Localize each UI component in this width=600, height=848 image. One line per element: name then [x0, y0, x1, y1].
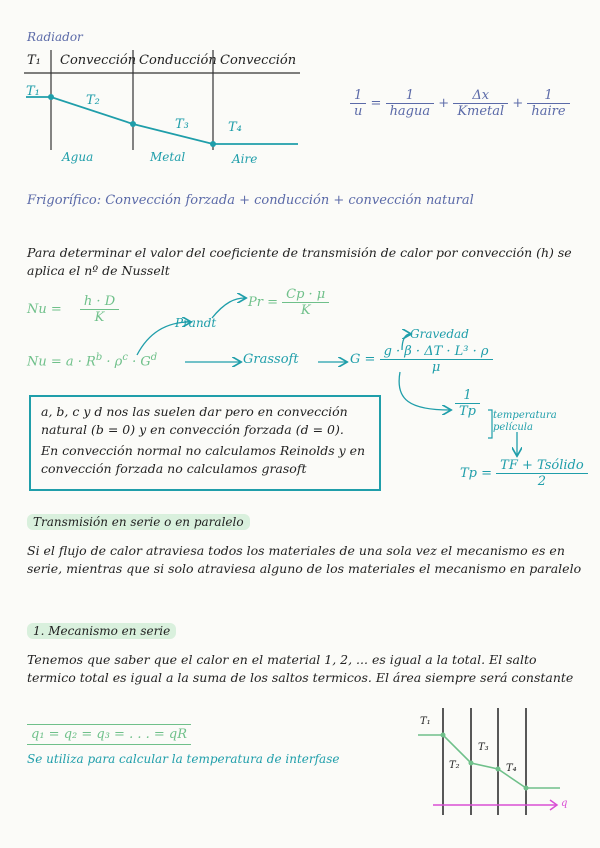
series-heading: Transmisión en serie o en paralelo	[27, 515, 250, 529]
series-paragraph: Si el flujo de calor atraviesa todos los materiales de una sola vez el mecanismo es en serie, mientras que si solo atraviesa alguno de los materiales el mecanismo en paralelo	[27, 543, 582, 576]
nusselt-general-formula: $Nu = a \cdot R^b \cdot \rho^c \cdot G^d$	[27, 352, 158, 370]
grashoft-label: Grassoft	[243, 352, 299, 367]
nusselt-intro: Para determinar el valor del coeficiente de transmisión de calor por convección (h) se aplica el nº de Nusselt	[27, 245, 572, 278]
gravedad-label: Gravedad	[410, 327, 469, 341]
label-t1: T₁	[26, 84, 40, 99]
header-t1: T₁	[27, 53, 41, 68]
label-t2: T₂	[86, 93, 100, 108]
note-line-1: a, b, c y d nos las suelen dar pero en convección natural (b = 0) y en convección forzada (d = 0).	[41, 404, 348, 437]
col-conveccion-1: Convección	[60, 53, 137, 68]
temperatura-pelicula-label: temperatura película	[493, 410, 557, 433]
material-metal: Metal	[150, 150, 186, 164]
series-paragraph-2: Tenemos que saber que el calor en el material 1, 2, ... es igual a la total. El salto termico total es igual a la suma de los saltos termicos. El área siempre será constante	[27, 652, 574, 685]
beta-formula: $\frac{1}{Tp}$	[455, 388, 480, 419]
series-note: Se utiliza para calcular la temperatura de interfase	[27, 752, 340, 766]
prandtl-formula: Pr = $\frac{Cp \cdot \mu}{K}$	[248, 287, 329, 318]
series-t1: T₁	[420, 716, 431, 727]
col-conveccion-2: Convección	[220, 53, 297, 68]
series-t2: T₂	[449, 760, 460, 771]
col-conduccion: Conducción	[139, 53, 217, 68]
label-t3: T₃	[175, 117, 189, 132]
grashof-formula: G = $\frac{\text{g · β · ΔT · L³ · ρ}}{\mu}$	[350, 344, 493, 375]
film-temperature-formula: Tp = $\frac{\text{TF + Tsólido}}{2}$	[460, 458, 588, 489]
series-subheading: 1. Mecanismo en serie	[27, 624, 176, 638]
nusselt-formula: Nu = $\frac{h \cdot D}{K}$	[27, 294, 119, 325]
series-t3: T₃	[478, 742, 489, 753]
label-t4: T₄	[228, 120, 242, 135]
radiator-title: Radiador	[27, 30, 83, 44]
material-agua: Agua	[62, 150, 94, 164]
heat-flow-equation: q₁ = q₂ = q₃ = . . . = qR	[27, 724, 191, 745]
material-aire: Aire	[232, 152, 258, 166]
fridge-line: Frigorífico: Convección forzada + conducción + convección natural	[27, 193, 474, 208]
heat-flow-label: q	[561, 798, 568, 809]
note-line-2: En convección normal no calculamos Reinolds y en convección forzada no calculamos grasoft	[41, 443, 366, 476]
series-t4: T₄	[506, 763, 517, 774]
series-temp-profile	[418, 735, 560, 788]
prandt-label: Prandt	[175, 316, 217, 330]
overall-u-formula: $\frac{1}{u}$ = $\frac{1}{\text{hagua}}$ + $\frac{\Delta x}{\text{Kmetal}}$ + $\frac{1}{\text{haire}}$	[350, 88, 570, 119]
